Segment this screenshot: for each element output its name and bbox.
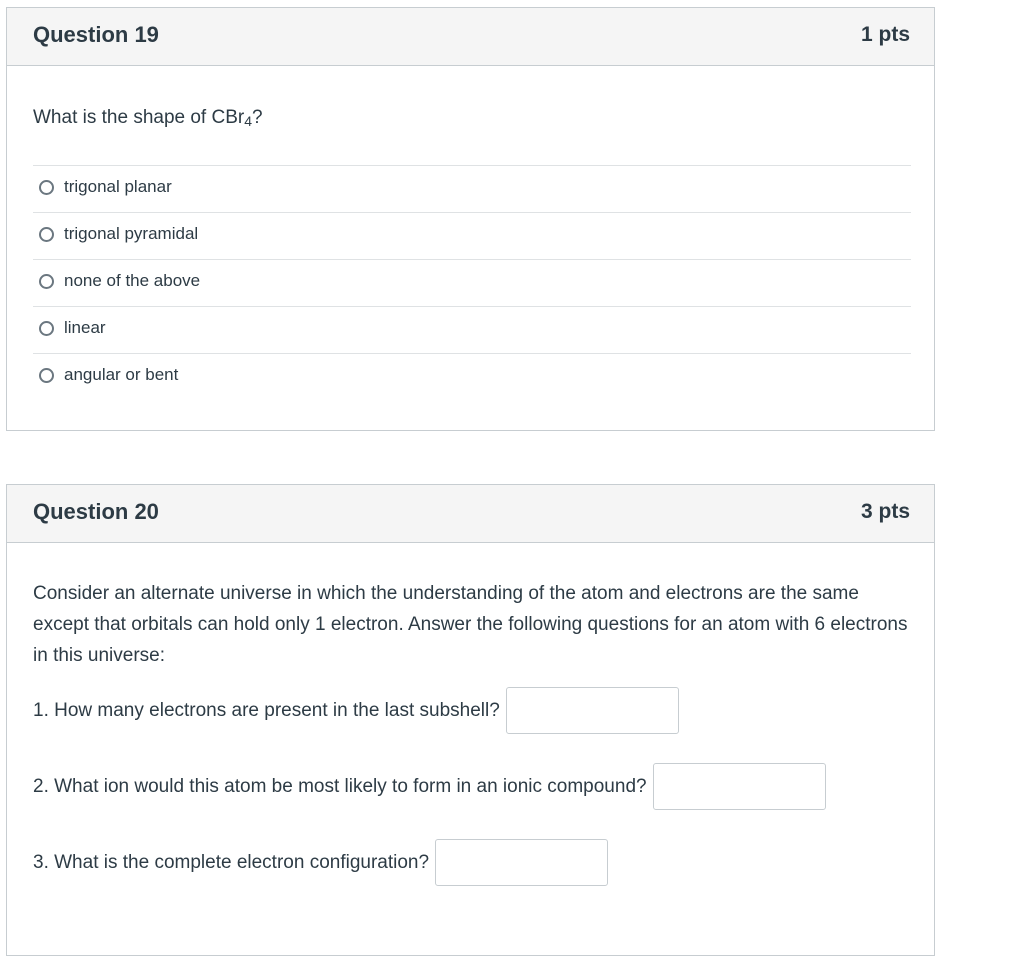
sub-question-label: 2. What ion would this atom be most likely to form in an ionic compound? bbox=[33, 775, 647, 797]
question-title: Question 19 bbox=[33, 22, 159, 47]
question-text bbox=[33, 103, 263, 136]
question-19-card bbox=[6, 7, 935, 431]
question-header bbox=[7, 8, 934, 66]
sub-question-3 bbox=[33, 839, 608, 886]
answer-label[interactable]: none of the above bbox=[64, 271, 201, 290]
answer-option[interactable] bbox=[33, 212, 911, 259]
radio-button[interactable] bbox=[39, 274, 54, 289]
answer-label[interactable]: trigonal pyramidal bbox=[64, 224, 199, 243]
answer-input-2[interactable] bbox=[653, 763, 826, 810]
answer-label[interactable]: angular or bent bbox=[64, 365, 179, 384]
radio-button[interactable] bbox=[39, 227, 54, 242]
sub-question-label: 1. How many electrons are present in the last subshell? bbox=[33, 699, 500, 721]
question-title: Question 20 bbox=[33, 499, 159, 524]
radio-button[interactable] bbox=[39, 180, 54, 195]
question-text-subscript: 4 bbox=[244, 113, 253, 129]
radio-button[interactable] bbox=[39, 321, 54, 336]
sub-question-2 bbox=[33, 763, 826, 810]
answer-input-3[interactable] bbox=[435, 839, 608, 886]
question-text-main: What is the shape of CBr bbox=[33, 107, 245, 128]
answer-option[interactable] bbox=[33, 165, 911, 212]
answer-option[interactable] bbox=[33, 306, 911, 353]
sub-question-1 bbox=[33, 687, 679, 734]
answer-list bbox=[33, 165, 911, 400]
question-points: 1 pts bbox=[860, 23, 910, 46]
answer-option[interactable] bbox=[33, 259, 911, 306]
radio-button[interactable] bbox=[39, 368, 54, 383]
question-text-end: ? bbox=[252, 107, 263, 128]
answer-input-1[interactable] bbox=[506, 687, 679, 734]
answer-option[interactable] bbox=[33, 353, 911, 400]
answer-label[interactable]: linear bbox=[64, 318, 106, 337]
question-header bbox=[7, 485, 934, 543]
question-points: 3 pts bbox=[860, 500, 910, 523]
sub-question-label: 3. What is the complete electron configuration? bbox=[33, 851, 430, 873]
question-20-card bbox=[6, 484, 935, 956]
answer-label[interactable]: trigonal planar bbox=[64, 177, 172, 196]
question-text: Consider an alternate universe in which the understanding of the atom and electrons are the same except that orbitals can hold only 1 electron. Answer the following questions for an atom with 6 electrons in this universe: bbox=[33, 583, 908, 666]
